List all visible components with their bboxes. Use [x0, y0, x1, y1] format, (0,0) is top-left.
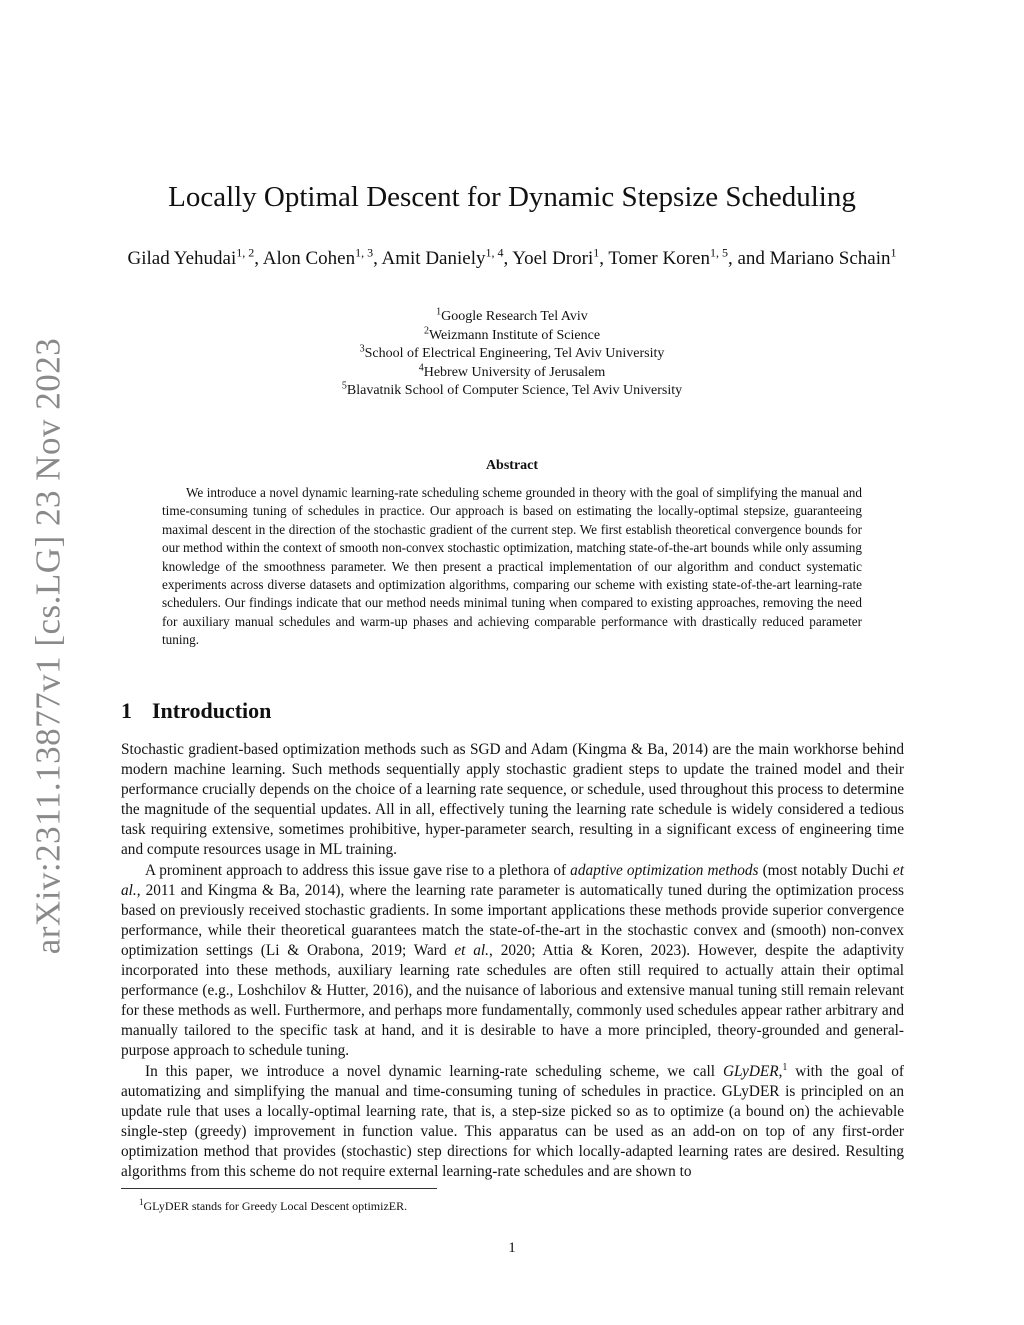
section-number: 1 — [121, 698, 132, 723]
text-run: (most notably Duchi — [758, 861, 893, 879]
footnote-text: GLyDER stands for Greedy Local Descent optimizER. — [143, 1199, 408, 1213]
author-name: Gilad Yehudai — [127, 248, 237, 269]
footnote-mark: 1 — [139, 1197, 144, 1207]
affiliation-mark: 5 — [341, 380, 347, 392]
author-affiliation-mark: 1, 3 — [355, 245, 374, 260]
affiliation-name: Hebrew University of Jerusalem — [423, 364, 606, 380]
author-list: Gilad Yehudai$^{1, 2}$, Alon Cohen$^{1, 3}$, Amit Daniely$^{1, 4}$, Yoel Drori$^1$, Tomer Koren$^{1, 5}$, and Mariano Schain$^1$ — [127, 245, 897, 269]
emphasis-text: GLyDER — [722, 1062, 779, 1080]
author-name: Yoel Drori — [512, 248, 594, 269]
emphasis-text: et al. — [121, 861, 904, 899]
arxiv-identifier-text: arXiv:2311.13877v1 [cs.LG] 23 Nov 2023 — [28, 337, 68, 955]
author-affiliation-mark: 1, 4 — [485, 245, 504, 260]
paragraph — [121, 1062, 904, 1183]
author-affiliation-mark: 1, 5 — [709, 245, 728, 260]
abstract-text: We introduce a novel dynamic learning-rate scheduling scheme grounded in theory with the goal of simplifying the manual and time-consuming tuning of schedules in practice. Our approach is based on estimating the locally-optimal stepsize, guaranteeing maximal descent in the direction of the stochastic gradient of the current step. We first establish theoretical convergence bounds for our method within the context of smooth non-convex stochastic optimization, matching state-of-the-art bounds while only assuming knowledge of the smoothness parameter. We then present a practical implementation of our algorithm and conduct systematic experiments across diverse datasets and optimization algorithms, comparing our scheme with existing state-of-the-art learning-rate schedulers. Our findings indicate that our method needs minimal tuning when compared to existing approaches, removing the need for auxiliary manual schedules and warm-up phases and achieving comparable performance with drastically reduced parameter tuning. — [162, 485, 862, 648]
emphasis-text: et al. — [454, 941, 490, 959]
arxiv-identifier-stamp — [18, 337, 78, 955]
affiliation-name: Blavatnik School of Computer Science, Tel Aviv University — [346, 383, 683, 398]
paragraph: Stochastic gradient-based optimization methods such as SGD and Adam (Kingma & Ba, 2014) are the main workhorse behind modern machine learning. Such methods sequentially apply stochastic gradient steps to update the trained model and their performance crucially depends on the choice of a learning rate sequence, or schedule, used throughout this process to determine the magnitude of the sequential updates. All in all, effectively tuning the learning rate schedule is widely considered a tedious task requiring extensive, sometimes prohibitive, hyper-parameter search, resulting in a significant excess of engineering time and compute resources usage in ML training. — [121, 741, 904, 859]
author-conjunction: and — [737, 248, 765, 269]
affiliation-mark: 4 — [418, 361, 424, 373]
affiliation-name: School of Electrical Engineering, Tel Aviv University — [364, 346, 665, 361]
footnote — [121, 1194, 904, 1214]
section-title: Introduction — [152, 698, 272, 723]
affiliation-line — [200, 361, 824, 383]
footnote-reference[interactable]: 1 — [782, 1061, 788, 1073]
author-affiliation-mark: 1, 2 — [236, 245, 255, 260]
affiliation-mark: 1 — [436, 306, 442, 318]
affiliation-line — [200, 345, 824, 364]
text-run: with the goal of automatizing and simplifying the manual and time-consuming tuning of schedules in practice. GLyDER is principled on an update rule that uses a locally-optimal learning rate, that is, a step-size picked so as to optimize (a bound on) the achievable single-step (greedy) improvement in function value. This apparatus can be used as an add-on on top of any first-order optimization method that provides (stochastic) step directions for which locally-adapted learning rates are desired. Resulting algorithms from this scheme do not require external learning-rate schedules and are shown to — [121, 1062, 904, 1180]
author-name: Tomer Koren — [608, 248, 710, 269]
text-run: , 2011 and Kingma & Ba, 2014), where the learning rate parameter is automatically tuned during the optimization process based on previously received stochastic gradients. In some important applications these methods provide superior convergence performance, while their theoretical guarantees match the state-of-the-art in the stochastic convex and (smooth) non-convex optimization settings (Li & Orabona, 2019; Ward — [121, 881, 904, 959]
emphasis-text: adaptive optimization methods — [570, 861, 759, 879]
affiliation-name: Google Research Tel Aviv — [441, 309, 588, 324]
author-name: Mariano Schain — [769, 248, 891, 269]
author-name: Amit Daniely — [381, 248, 486, 269]
text-run: , 2020; Attia & Koren, 2023). However, despite the adaptivity incorporated into these methods, auxiliary learning rate schedules are often still required to actually attain their optimal performance (e.g., Loshchilov & Hutter, 2016), and the nuisance of laborious and extensive manual tuning still remain relevant for these methods as well. Furthermore, and perhaps more fundamentally, commonly used schedules appear rather arbitrary and manually tailored to the specific task at hand, and it is desirable to have a more principled, theory-grounded and general-purpose approach to schedule tuning. — [121, 941, 904, 1060]
text-run: A prominent approach to address this issue gave rise to a plethora of — [145, 861, 571, 879]
author-affiliation-mark: 1 — [593, 245, 600, 260]
abstract-heading: Abstract — [485, 458, 539, 473]
paragraph — [121, 861, 904, 1062]
footnote-divider — [121, 1188, 437, 1189]
paper-title: Locally Optimal Descent for Dynamic Stepsize Scheduling — [168, 181, 856, 213]
author-name: Alon Cohen — [262, 248, 356, 269]
text-run: , — [778, 1062, 783, 1080]
affiliation-line — [200, 382, 824, 401]
affiliation-line — [200, 324, 824, 346]
affiliation-name: Weizmann Institute of Science — [428, 327, 601, 343]
text-run: In this paper, we introduce a novel dynamic learning-rate scheduling scheme, we call — [145, 1062, 723, 1080]
affiliation-mark: 3 — [359, 343, 365, 355]
introduction-body — [121, 740, 904, 1182]
affiliation-line — [200, 308, 824, 327]
section-heading-introduction — [121, 696, 271, 726]
affiliation-mark: 2 — [423, 324, 429, 336]
affiliation-list — [200, 308, 824, 401]
page-number: 1 — [508, 1240, 516, 1256]
author-affiliation-mark: 1 — [890, 245, 897, 260]
